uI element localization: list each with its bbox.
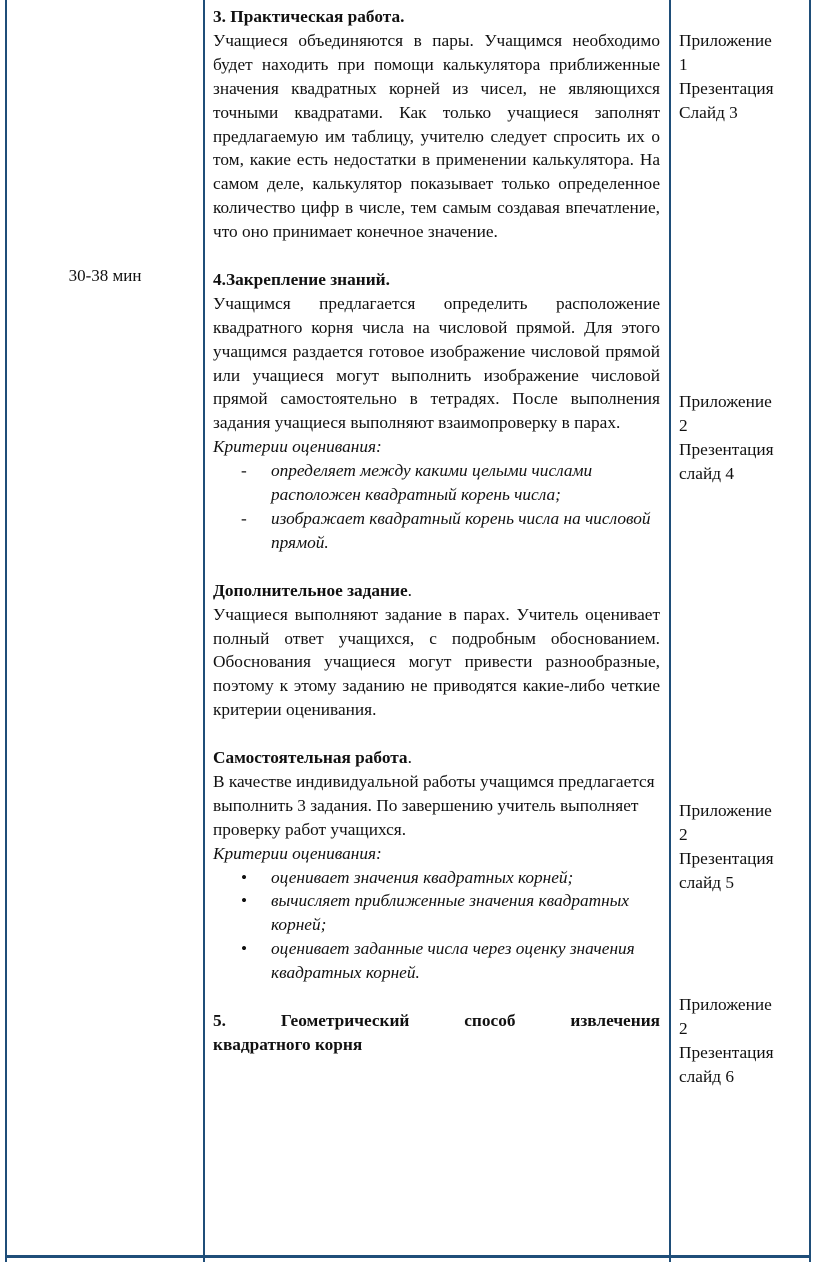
resource-block: Приложение 2 Презентация слайд 5 — [679, 801, 774, 892]
criteria-item: - определяет между какими целыми числами расположен квадратный корень числа; — [213, 459, 660, 507]
dash-marker: - — [241, 509, 247, 529]
geometric-heading: 5. Геометрический способ извлечения — [213, 1011, 660, 1030]
geometric-heading-line2: квадратного корня — [213, 1034, 363, 1054]
independent-criteria-label: Критерии оценивания: — [213, 843, 382, 863]
bullet-marker: • — [241, 867, 248, 887]
column-divider-1 — [203, 0, 205, 1262]
table-right-border — [809, 0, 811, 1262]
consolidation-heading: 4.Закрепление знаний. — [213, 269, 390, 289]
practical-heading: 3. Практическая работа. — [213, 7, 405, 26]
independent-heading: Самостоятельная работа. — [213, 748, 412, 768]
criteria-item: • вычисляет приближенные значения квадратных корней; — [213, 889, 660, 937]
criteria-item: • оценивает заданные числа через оценку значения квадратных корней. — [213, 937, 660, 985]
column-divider-2 — [669, 0, 671, 1262]
resource-block: Приложение 2 Презентация слайд 4 — [679, 392, 774, 483]
bullet-marker: • — [241, 939, 248, 959]
additional-body: Учащиеся выполняют задание в парах. Учитель оценивает полный ответ учащихся, с подробным обоснованием. Обоснования учащиеся могут привести разнообразные, поэтому к этому заданию не приводятся какие-либо четкие критерии оценивания. — [213, 604, 660, 720]
additional-heading: Дополнительное задание. — [213, 580, 412, 600]
dash-marker: - — [241, 461, 247, 481]
consolidation-criteria-label: Критерии оценивания: — [213, 437, 382, 457]
bullet-marker: • — [241, 891, 248, 911]
activity-cell — [213, 5, 660, 1057]
resource-block: Приложение 1 Презентация Слайд 3 — [679, 31, 774, 122]
time-cell: 30-38 мин — [68, 266, 142, 285]
table-left-border — [5, 0, 7, 1262]
resource-block: Приложение 2 Презентация слайд 6 — [679, 995, 774, 1086]
criteria-item: • оценивает значения квадратных корней; — [213, 866, 660, 890]
table-bottom-border — [5, 1255, 811, 1258]
criteria-item: - изображает квадратный корень числа на числовой прямой. — [213, 507, 660, 555]
independent-body: В качестве индивидуальной работы учащимся предлагается выполнить 3 задания. По завершению учитель выполняет проверку работ учащихся. — [213, 771, 655, 839]
consolidation-body: Учащимся предлагается определить расположение квадратного корня числа на числовой прямой. Для этого учащимся раздается готовое изображение числовой прямой или учащиеся могут выполнить изображение числовой прямой самостоятельно в тетрадях. После выполнения задания учащиеся выполняют взаимопроверку в парах. — [213, 293, 660, 433]
practical-body: Учащиеся объединяются в пары. Учащимся необходимо будет находить при помощи калькулятора приближенные значения квадратных корней из чисел, не являющихся точными квадратами. Как только учащиеся заполнят предлагаемую им таблицу, учителю следует спросить их о том, какие есть недостатки в применении калькулятора. На самом деле, калькулятор показывает только определенное количество цифр в числе, тем самым создавая впечатление, что оно принимает конечное значение. — [213, 30, 660, 242]
